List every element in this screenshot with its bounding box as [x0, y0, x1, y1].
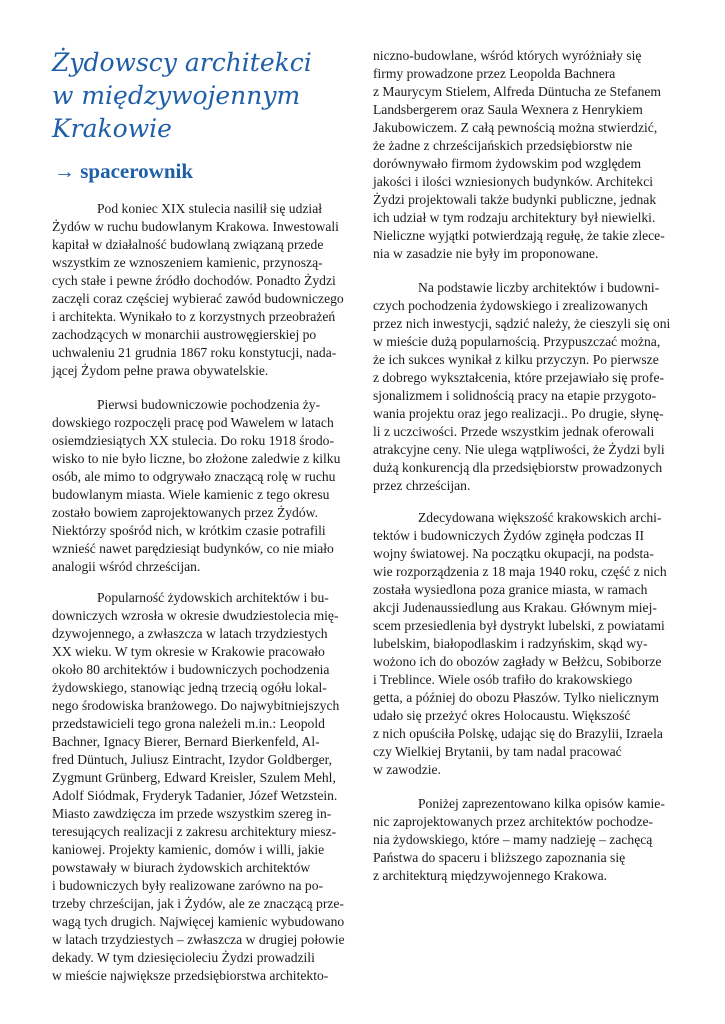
text-line: zaczęli coraz częściej wybierać zawód budowniczego: [52, 291, 344, 306]
text-line: wagą tych drugich. Najwięcej kamienic wybudowano: [52, 914, 345, 929]
text-line: nia żydowskiego, które – mamy nadzieję – zachęcą: [373, 832, 653, 847]
text-line: przedstawicieli tego grona należeli m.in.: Leopold: [52, 716, 325, 731]
text-line: Poniżej zaprezentowano kilka opisów kamie-: [418, 796, 665, 811]
text-line: trzeby chrześcijan, jak i Żydów, ale ze znaczącą prze-: [52, 896, 344, 911]
text-line: powstawały w biurach żydowskich architektów: [52, 860, 311, 875]
text-line: zostało bowiem zaprojektowanych przez Żydów.: [52, 505, 318, 520]
text-line: nic zaprojektowanych przez architektów pochodze-: [373, 814, 654, 829]
text-line: z Maurycym Stielem, Alfreda Düntucha ze Stefanem: [373, 84, 662, 99]
text-line: w mieście największe przedsiębiorstwa architekto-: [52, 968, 329, 983]
text-line: wojny światowej. Na początku okupacji, na podsta-: [373, 546, 654, 561]
text-line: dużą konkurencją dla przedsiębiorstw prowadzonych: [373, 460, 663, 475]
text-line: niczno-budowlane, wśród których wyróżniały się: [373, 48, 642, 63]
text-line: teresujących realizacji z zakresu architektury miesz-: [52, 824, 337, 839]
arrow-right-icon: →: [54, 159, 75, 183]
text-line: budowlanym miasta. Wiele kamienic z tego okresu: [52, 487, 330, 502]
title-line-3: Krakowie: [52, 114, 172, 143]
text-line: żydowskiego, stanowiąc jedną trzecią ogółu lokal-: [52, 680, 327, 695]
subtitle-text: spacerownik: [80, 159, 194, 183]
text-line: wie rozporządzenia z 18 maja 1940 roku, część z nich: [373, 564, 667, 579]
text-line: nego środowiska branżowego. Do najwybitniejszych: [52, 698, 340, 713]
text-line: Na podstawie liczby architektów i budowni-: [418, 280, 660, 295]
text-line: firmy prowadzone przez Leopolda Bachnera: [373, 66, 616, 81]
text-line: li z uczciwości. Przede wszystkim jednak oferowali: [373, 424, 655, 439]
text-line: że żadne z chrześcijańskich przedsiębiorstw nie: [373, 138, 633, 153]
text-line: wisko to nie było liczne, bo złożone zaledwie z kilku: [52, 451, 341, 466]
text-line: XX wieku. W tym okresie w Krakowie pracowało: [52, 644, 325, 659]
text-line: wszystkim ze wznoszeniem kamienic, przynoszą-: [52, 255, 323, 270]
text-line: czy Wielkiej Brytanii, by tam nadal pracować: [373, 744, 622, 759]
text-line: wznieść nawet parędziesiąt budynków, co nie miało: [52, 541, 334, 556]
text-line: z dobrego wykształcenia, które przejawiało się profe-: [373, 370, 665, 385]
text-line: tektów i budowniczych Żydów zginęła podczas II: [373, 528, 645, 543]
text-line: Nieliczne wyjątki potwierdzają regułę, że takie zlece-: [373, 228, 665, 243]
text-line: Pod koniec XIX stulecia nasilił się udział: [97, 201, 323, 216]
text-line: Niektórzy spośród nich, w krótkim czasie potrafili: [52, 523, 326, 538]
page-title: [52, 46, 352, 145]
text-line: wożono ich do obozów zagłady w Bełżcu, Sobiborze: [373, 654, 662, 669]
title-line-1: Żydowscy architekci: [52, 48, 312, 77]
text-line: czych pochodzenia żydowskiego i zrealizowanych: [373, 298, 648, 313]
text-line: Miasto zawdzięcza im przede wszystkim szereg in-: [52, 806, 332, 821]
text-line: przez nich inwestycji, sądzić należy, że cieszyli się oni: [373, 316, 671, 331]
text-line: wania projektu oraz jego realizacji.. Po drugie, słynę-: [373, 406, 664, 421]
text-line: zachodzących w monarchii austrowęgierskiej po: [52, 327, 317, 342]
text-line: Zdecydowana większość krakowskich archi-: [418, 510, 662, 525]
text-line: osiemdziesiątych XX stulecia. Do roku 1918 środo-: [52, 433, 335, 448]
text-line: fred Düntuch, Juliusz Eintracht, Izydor Goldberger,: [52, 752, 333, 767]
text-line: Żydzi projektowali także budynki publiczne, jednak: [373, 192, 657, 207]
text-line: i budowniczych były realizowane zarówno na po-: [52, 878, 324, 893]
text-line: ich udział w tym rodzaju architektury był niewielki.: [373, 210, 656, 225]
text-line: atrakcyjne ceny. Nie ulega wątpliwości, że Żydzi byli: [373, 442, 665, 457]
text-line: jakości i ilości wzniesionych budynków. Architekci: [373, 174, 653, 189]
text-line: została wysiedlona poza granice miasta, w ramach: [373, 582, 648, 597]
text-line: Jakubowiczem. Z całą pewnością można stwierdzić,: [373, 120, 658, 135]
text-line: Popularność żydowskich architektów i bu-: [97, 590, 329, 605]
text-line: jącej Żydom pełne prawa obywatelskie.: [52, 363, 269, 378]
text-line: getta, a później do obozu Płaszów. Tylko nielicznym: [373, 690, 659, 705]
text-line: dekady. W tym dziesięcioleciu Żydzi prowadzili: [52, 950, 315, 965]
text-line: w mieście dużą popularnością. Przypuszczać można,: [373, 334, 661, 349]
text-line: scem przesiedlenia był dystrykt lubelski, z powiatami: [373, 618, 665, 633]
text-line: przez chrześcijan.: [373, 478, 471, 493]
text-line: sjonalizmem i solidnością pracy na etapie przygoto-: [373, 388, 657, 403]
text-line: Zygmunt Grünberg, Edward Kreisler, Szulem Mehl,: [52, 770, 336, 785]
text-line: kaniowej. Projekty kamienic, domów i willi, jakie: [52, 842, 325, 857]
text-line: nia w zasadzie nie były im proponowane.: [373, 246, 599, 261]
text-line: że ich sukces wynikał z kilku przyczyn. Po pierwsze: [373, 352, 659, 367]
text-line: z architekturą międzywojennego Krakowa.: [373, 868, 608, 883]
title-line-2: w międzywojennym: [52, 81, 301, 110]
text-line: udało się przeżyć okres Holocaustu. Większość: [373, 708, 631, 723]
text-line: lubelskim, białopodlaskim i radzyńskim, skąd wy-: [373, 636, 648, 651]
text-line: Landsbergerem oraz Saula Wexnera z Henrykiem: [373, 102, 643, 117]
text-line: dzywojennego, a zwłaszcza w latach trzydziestych: [52, 626, 328, 641]
text-line: uchwaleniu 21 grudnia 1867 roku konstytucji, nada-: [52, 345, 337, 360]
text-line: dowskiego rozpoczęli pracę pod Wawelem w latach: [52, 415, 334, 430]
text-line: analogii wśród chrześcijan.: [52, 559, 201, 574]
text-line: Państwa do spaceru i bliższego zapoznania się: [373, 850, 626, 865]
text-line: i Treblince. Wiele osób trafiło do krakowskiego: [373, 672, 633, 687]
text-line: Żydów w ruchu budowlanym Krakowa. Inwestowali: [52, 219, 339, 234]
text-line: w latach trzydziestych – zwłaszcza w drugiej połowie: [52, 932, 345, 947]
text-line: Bachner, Ignacy Bierer, Bernard Bierkenfeld, Al-: [52, 734, 320, 749]
text-line: Pierwsi budowniczowie pochodzenia ży-: [97, 397, 321, 412]
text-line: około 80 architektów i budowniczych pochodzenia: [52, 662, 330, 677]
text-line: osób, ale mimo to odgrywało znaczącą rolę w ruchu: [52, 469, 336, 484]
subtitle: [54, 158, 193, 184]
text-line: akcji Judenaussiedlung aus Krakau. Głównym miej-: [373, 600, 657, 615]
text-line: w zawodzie.: [373, 762, 441, 777]
text-line: dorównywało firmom żydowskim pod względem: [373, 156, 642, 171]
text-line: Adolf Siódmak, Fryderyk Tadanier, Józef Wetzstein.: [52, 788, 338, 803]
text-line: z nich opuściła Polskę, udając się do Brazylii, Izraela: [373, 726, 663, 741]
text-line: cych stałe i pewne źródło dochodów. Ponadto Żydzi: [52, 273, 336, 288]
text-line: i architekta. Wynikało to z korzystnych przeobrażeń: [52, 309, 336, 324]
text-line: downiczych wzrosła w okresie dwudziestolecia mię-: [52, 608, 339, 623]
text-line: kapitał w działalność budowlaną związaną przede: [52, 237, 324, 252]
